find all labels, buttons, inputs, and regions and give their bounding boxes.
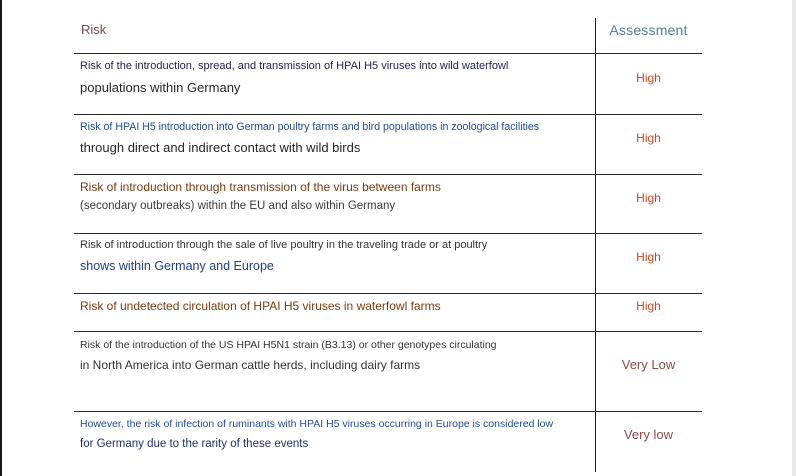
assessment-cell-6: Very Low (621, 357, 676, 372)
assessment-cell-1: High (636, 71, 661, 85)
row-divider (74, 331, 702, 332)
risk-cell-4 (80, 239, 590, 273)
row-divider (74, 114, 702, 115)
risk-text-line1: However, the risk of infection of ruminants with HPAI H5 viruses occurring in Europe is considered low (80, 418, 554, 430)
risk-text-line2: for Germany due to the rarity of these events (80, 438, 309, 450)
header-assessment: Assessment (609, 22, 688, 38)
risk-cell-2 (80, 121, 590, 155)
risk-cell-6 (80, 339, 590, 372)
risk-text-line1: Risk of the introduction, spread, and transmission of HPAI H5 viruses into wild waterfowl (80, 60, 509, 72)
risk-assessment-table (74, 18, 702, 472)
risk-text-line1: Risk of undetected circulation of HPAI H5 viruses in waterfowl farms (80, 299, 441, 313)
risk-text-line1: Risk of introduction through the sale of live poultry in the traveling trade or at poultry (80, 239, 488, 251)
column-divider (595, 18, 596, 472)
risk-text-line1: Risk of the introduction of the US HPAI H5N1 strain (B3.13) or other genotypes circulating (80, 339, 497, 351)
assessment-cell-5: High (636, 299, 661, 313)
risk-text-line1: Risk of HPAI H5 introduction into German poultry farms and bird populations in zoological facilities (80, 121, 540, 133)
risk-text-line2: populations within Germany (80, 80, 241, 95)
row-divider (74, 411, 702, 412)
risk-cell-5 (80, 299, 590, 313)
left-border (0, 0, 2, 476)
assessment-cell-4: High (636, 250, 661, 264)
risk-cell-1 (80, 60, 590, 95)
risk-text-line2: shows within Germany and Europe (80, 259, 274, 273)
risk-cell-3 (80, 180, 590, 212)
risk-text-line2: in North America into German cattle herds, including dairy farms (80, 358, 421, 372)
right-edge (792, 0, 796, 476)
header-divider (74, 53, 702, 54)
assessment-cell-7: Very low (623, 427, 674, 442)
assessment-cell-3: High (636, 191, 661, 205)
risk-text-line2: (secondary outbreaks) within the EU and also within Germany (80, 200, 396, 212)
assessment-cell-2: High (636, 131, 661, 145)
risk-text-line1: Risk of introduction through transmission of the virus between farms (80, 180, 441, 194)
header-risk: Risk (81, 22, 107, 37)
row-divider (74, 293, 702, 294)
risk-text-line2: through direct and indirect contact with wild birds (80, 140, 361, 155)
row-divider (74, 174, 702, 175)
row-divider (74, 233, 702, 234)
risk-cell-7 (80, 418, 590, 450)
